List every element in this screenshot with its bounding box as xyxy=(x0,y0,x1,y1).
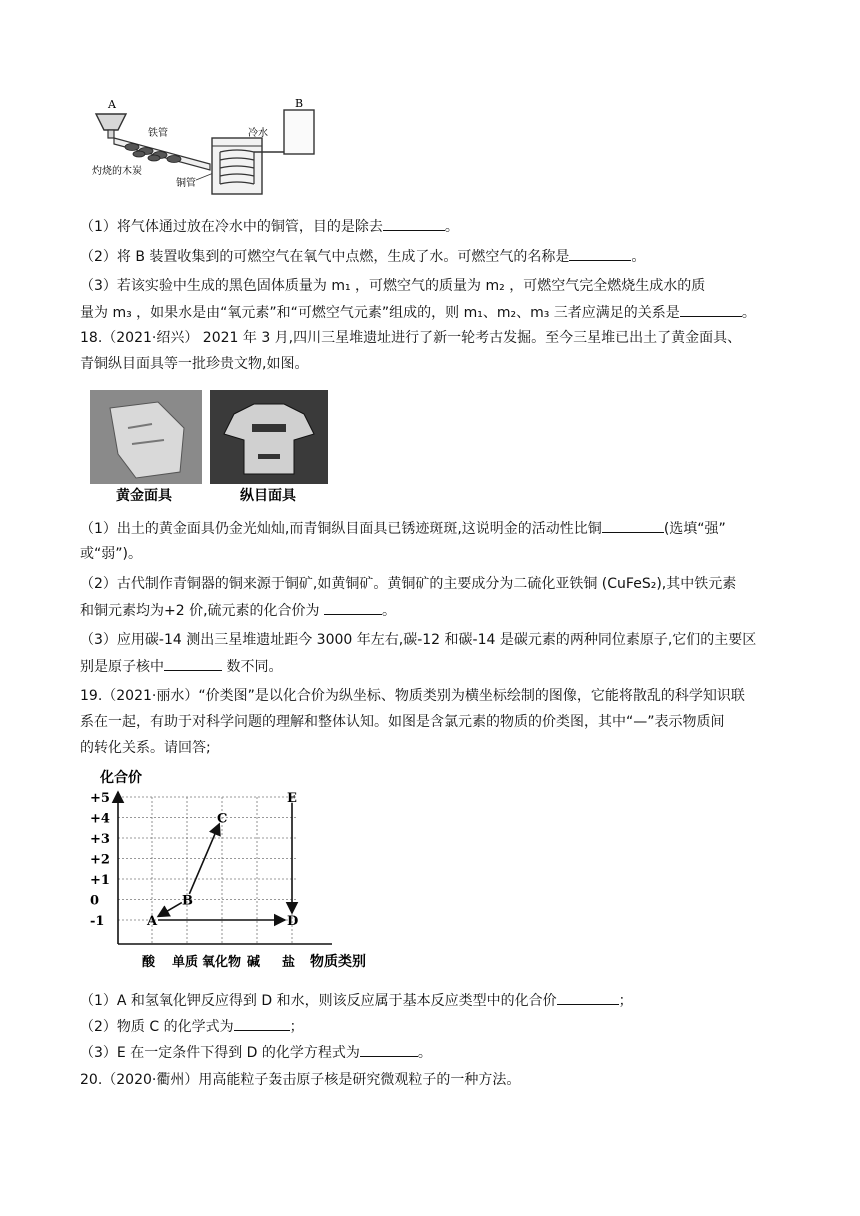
x-tick-label: 氧化物 xyxy=(202,955,242,970)
q19-part1: （1）A 和氢氧化钾反应得到 D 和水，则该反应属于基本反应类型中的化合价 ； xyxy=(80,990,633,1011)
chart-xlabel: 物质类别 xyxy=(310,954,366,970)
y-tick-label: +5 xyxy=(90,791,110,806)
caption-bronze-mask: 纵目面具 xyxy=(240,488,296,504)
q17-answer-blank-3[interactable] xyxy=(680,302,742,317)
caption-gold-mask: 黄金面具 xyxy=(116,488,172,504)
label-a: A xyxy=(108,98,116,111)
q18-heading-line2: 青铜纵目面具等一批珍贵文物,如图。 xyxy=(80,356,309,372)
q18-answer-blank-1[interactable] xyxy=(602,518,664,533)
transform-arrow xyxy=(189,824,219,894)
label-iron-pipe: 铁管 xyxy=(148,128,168,139)
q20-heading: 20.（2020·衢州）用高能粒子轰击原子核是研究微观粒子的一种方法。 xyxy=(80,1072,521,1088)
q17-answer-blank-1[interactable] xyxy=(383,216,445,231)
chart-point-a: A xyxy=(147,914,158,929)
q17-part3-line1: （3）若该实验中生成的黑色固体质量为 m₁ ，可燃空气的质量为 m₂ ，可燃空气完全燃烧生成水的质 xyxy=(80,278,706,294)
q18-answer-blank-3[interactable] xyxy=(164,656,222,671)
q18-part1: （1）出土的黄金面具仍金光灿灿,而青铜纵目面具已锈迹斑斑,这说明金的活动性比铜 (选填“强” xyxy=(80,518,726,539)
q19-heading-line1: 19.（2021·丽水）“价类图”是以化合价为纵坐标、物质类别为横坐标绘制的图像，它能将散乱的科学知识联 xyxy=(80,688,745,704)
q18-answer-blank-2[interactable] xyxy=(324,600,382,615)
valence-class-chart xyxy=(84,766,384,976)
funnel-neck xyxy=(108,130,114,138)
y-tick-label: -1 xyxy=(90,914,105,929)
bronze-mask-mouth xyxy=(258,454,280,459)
chart-y-ticks xyxy=(90,791,110,929)
y-tick-label: +1 xyxy=(90,873,110,888)
q19-heading-line2: 系在一起，有助于对科学问题的理解和整体认知。如图是含氯元素的物质的价类图，其中“—”表示物质间 xyxy=(80,714,725,730)
label-b: B xyxy=(295,98,304,110)
label-copper-pipe: 铜管 xyxy=(176,178,196,189)
q19-answer-blank-3[interactable] xyxy=(360,1042,418,1057)
q19-answer-blank-1[interactable] xyxy=(557,990,619,1005)
chart-point-e: E xyxy=(287,791,297,806)
label-charcoal: 灼烧的木炭 xyxy=(92,166,142,177)
q18-part1-line2: 或“弱”)。 xyxy=(80,546,142,562)
q18-part2-line1: （2）古代制作青铜器的铜来源于铜矿,如黄铜矿。黄铜矿的主要成分为二硫化亚铁铜 (CuFeS₂),其中铁元素 xyxy=(80,576,737,592)
y-tick-label: +2 xyxy=(90,852,110,868)
funnel-a xyxy=(96,114,126,130)
q19-answer-blank-2[interactable] xyxy=(234,1016,290,1031)
q19-heading-line3: 的转化关系。请回答; xyxy=(80,740,211,756)
q19-part2: （2）物质 C 的化学式为 ； xyxy=(80,1016,304,1037)
collector-b xyxy=(284,110,314,154)
bronze-mask-eyes xyxy=(252,424,286,432)
y-tick-label: +3 xyxy=(90,832,110,847)
x-tick-label: 酸 xyxy=(142,955,156,970)
chart-grid xyxy=(118,797,298,944)
transform-arrow xyxy=(158,903,182,917)
masks-figure xyxy=(88,388,332,506)
label-cold-water: 冷水 xyxy=(248,128,268,139)
chart-point-d: D xyxy=(287,914,299,929)
q17-part3-line2: 量为 m₃ ，如果水是由“氧元素”和“可燃空气元素”组成的，则 m₁、m₂、m₃ 三者应满足的关系是 。 xyxy=(80,302,756,323)
q19-part3: （3）E 在一定条件下得到 D 的化学方程式为 。 xyxy=(80,1042,432,1063)
x-tick-label: 单质 xyxy=(172,955,199,970)
chart-x-ticks xyxy=(142,954,295,970)
y-tick-label: +4 xyxy=(90,811,110,827)
chart-point-b: B xyxy=(182,893,193,909)
q18-part3-line1: （3）应用碳-14 测出三星堆遗址距今 3000 年左右,碳-12 和碳-14 是碳元素的两种同位素原子,它们的主要区 xyxy=(80,632,757,648)
apparatus-diagram xyxy=(88,98,338,198)
y-tick-label: 0 xyxy=(90,893,100,909)
chart-ylabel: 化合价 xyxy=(100,770,142,786)
q17-part2: （2）将 B 装置收集到的可燃空气在氧气中点燃，生成了水。可燃空气的名称是 。 xyxy=(80,246,645,267)
chart-point-c: C xyxy=(217,811,228,827)
chart-points xyxy=(146,791,298,929)
q18-part2: 和铜元素均为+2 价,硫元素的化合价为 。 xyxy=(80,600,396,621)
x-tick-label: 盐 xyxy=(282,955,296,970)
q18-part3: 别是原子核中 数不同。 xyxy=(80,656,282,677)
x-tick-label: 碱 xyxy=(247,955,261,970)
q17-answer-blank-2[interactable] xyxy=(569,246,631,261)
q17-part1: （1）将气体通过放在冷水中的铜管，目的是除去 。 xyxy=(80,216,459,237)
q18-heading: 18.（2021·绍兴） 2021 年 3 月,四川三星堆遗址进行了新一轮考古发掘。至今三星堆已出土了黄金面具、 xyxy=(80,330,742,346)
